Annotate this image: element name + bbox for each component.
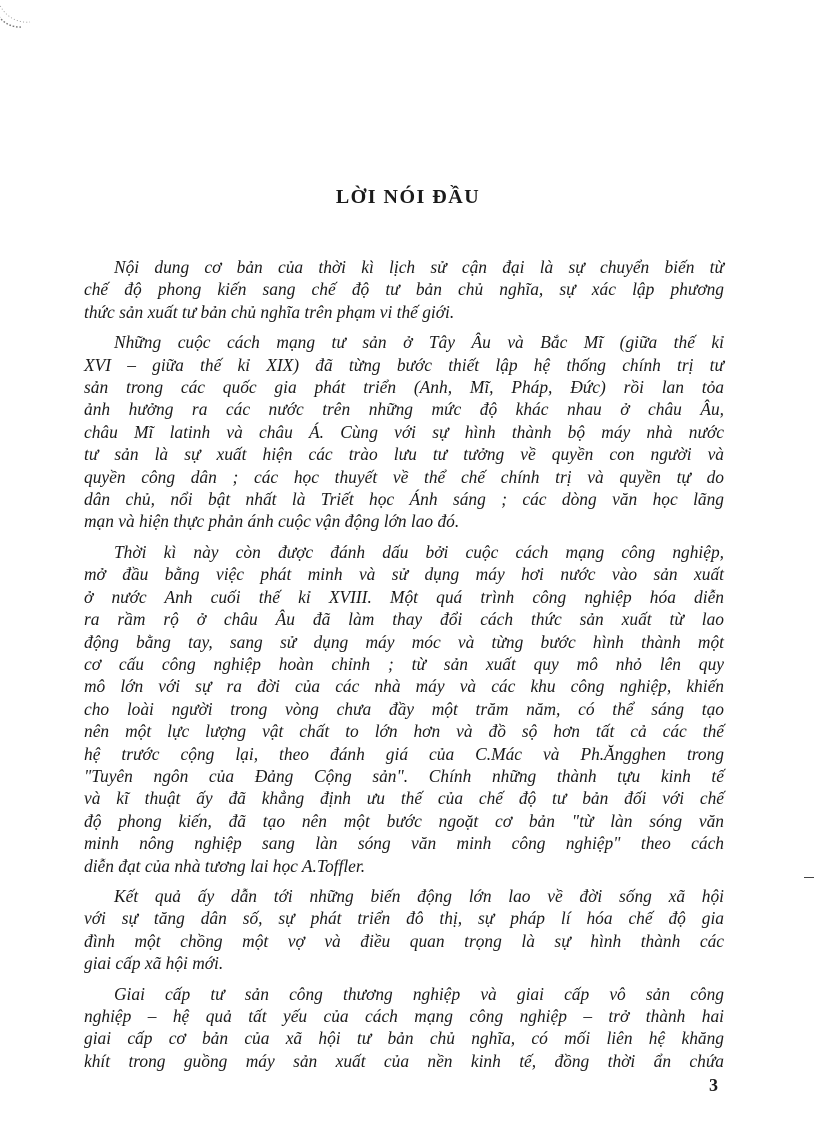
text-line: động bằng tay, sang sử dụng máy móc và từng bước hình thành một [84,631,724,652]
text-line: khít trong guồng máy sản xuất của nền kinh tế, đồng thời ẩn chứa [84,1050,724,1071]
paragraph [84,256,724,323]
text-line: sản trong các quốc gia phát triển (Anh, Mĩ, Pháp, Đức) rồi lan tỏa [84,377,724,398]
margin-mark [804,877,814,878]
paragraph [84,331,724,533]
text-line: châu Mĩ latinh và châu Á. Cùng với sự hình thành bộ máy nhà nước [84,421,724,442]
text-line: XVI – giữa thế kỉ XIX) đã từng bước thiết lập hệ thống chính trị tư [84,354,724,375]
text-line: cơ cấu công nghiệp hoàn chỉnh ; từ sản xuất quy mô nhỏ lên quy [84,653,724,674]
text-line: tư sản là sự xuất hiện các trào lưu tư tưởng về quyền con người và [84,444,724,465]
text-line: "Tuyên ngôn của Đảng Cộng sản". Chính những thành tựu kinh tế [84,765,724,786]
text-line: chế độ phong kiến sang chế độ tư bản chủ nghĩa, sự xác lập phương [84,279,724,300]
text-line: minh nông nghiệp sang làn sóng văn minh công nghiệp" theo cách [84,833,724,854]
library-stamp-icon [0,0,40,30]
text-line: cho loài người trong vòng chưa đầy một trăm năm, có thể sáng tạo [84,698,724,719]
text-line: thức sản xuất tư bản chủ nghĩa trên phạm vi thế giới. [84,301,455,322]
text-line: Nội dung cơ bản của thời kì lịch sử cận đại là sự chuyển biến từ [114,257,724,277]
text-line: và kĩ thuật ấy đã khẳng định ưu thế của chế độ tư bản đối với chế [84,788,724,809]
text-line: nghiệp – hệ quả tất yếu của cách mạng công nghiệp – trở thành hai [84,1006,724,1026]
text-line: Kết quả ấy dẫn tới những biến động lớn lao về đời sống xã hội [114,885,724,906]
body-text [84,256,724,1080]
text-line: hệ trước cộng lại, theo đánh giá của C.Mác và Ph.Ăngghen trong [84,743,724,764]
text-line: Những cuộc cách mạng tư sản ở Tây Âu và Bắc Mĩ (giữa thế kỉ [114,332,724,353]
text-line: ảnh hưởng ra các nước trên những mức độ khác nhau ở châu Âu, [84,399,724,420]
text-line: giai cấp xã hội mới. [84,953,224,974]
text-line: nên một lực lượng vật chất to lớn hơn và đồ sộ hơn tất cả các thế [84,721,724,742]
text-line: mô lớn với sự ra đời của các nhà máy và các khu công nghiệp, khiến [84,676,724,697]
text-line: Thời kì này còn được đánh dấu bởi cuộc cách mạng công nghiệp, [114,541,724,562]
page-number: 3 [709,1075,718,1095]
text-line: ra rầm rộ ở châu Âu đã làm thay đổi cách thức sản xuất từ lao [84,609,724,630]
text-line: mạn và hiện thực phản ánh cuộc vận động lớn lao đó. [84,511,460,532]
text-line: ở nước Anh cuối thế kỉ XVIII. Một quá trình công nghiệp hóa diễn [84,586,724,607]
text-line: Giai cấp tư sản công thương nghiệp và giai cấp vô sản công [114,983,724,1004]
text-line: mở đầu bằng việc phát minh và sử dụng máy hơi nước vào sản xuất [84,564,724,585]
text-line: đình một chồng một vợ và điều quan trọng là sự hình thành các [84,930,724,951]
paragraph [84,541,724,877]
paragraph [84,983,724,1073]
text-line: diễn đạt của nhà tương lai học A.Toffler. [84,855,366,876]
paragraph [84,885,724,975]
text-line: độ phong kiến, đã tạo nên một bước ngoặt cơ bản "từ làn sóng văn [84,810,724,831]
page-title: LỜI NÓI ĐẦU [335,186,481,208]
text-line: giai cấp cơ bản của xã hội tư bản chủ nghĩa, có mối liên hệ khăng [84,1028,724,1049]
text-line: quyền công dân ; các học thuyết về thể chế chính trị và quyền tự do [84,466,724,487]
text-line: dân chủ, nổi bật nhất là Triết học Ánh sáng ; các dòng văn học lãng [84,489,724,510]
text-line: với sự tăng dân số, sự phát triển đô thị, sự pháp lí hóa chế độ gia [84,908,724,929]
